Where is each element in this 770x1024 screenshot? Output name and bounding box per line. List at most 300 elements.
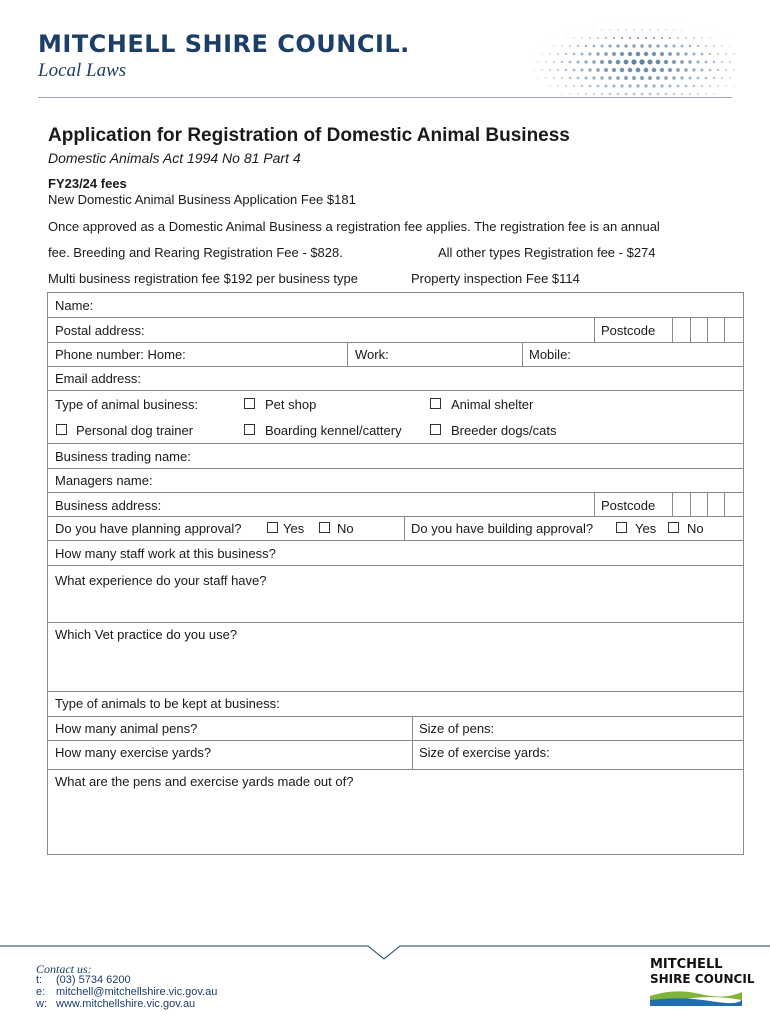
decorative-dot	[589, 37, 591, 39]
decorative-dot	[601, 45, 604, 48]
decorative-dot	[561, 77, 563, 79]
decorative-dot	[660, 84, 663, 87]
dog-trainer-label: Personal dog trainer	[76, 423, 194, 438]
decorative-dot	[601, 93, 603, 95]
decorative-dot	[578, 30, 579, 31]
dog-trainer-checkbox[interactable]	[56, 424, 67, 435]
decorative-dot	[620, 68, 624, 72]
decorative-dot	[726, 38, 727, 39]
fees-heading: FY23/24 fees	[48, 176, 127, 191]
decorative-dot	[701, 85, 703, 87]
decorative-dot	[561, 93, 562, 94]
decorative-dot	[686, 22, 687, 23]
staff-experience-label: What experience do your staff have?	[55, 573, 267, 588]
decorative-dot	[705, 45, 707, 47]
decorative-dot	[598, 22, 599, 23]
council-logo	[650, 957, 755, 1013]
decorative-dot	[585, 93, 587, 95]
mobile-label: Mobile:	[529, 347, 571, 362]
decorative-dot	[588, 52, 591, 55]
decorative-dot	[654, 22, 655, 23]
decorative-dot	[733, 69, 735, 71]
breeder-label: Breeder dogs/cats	[451, 423, 557, 438]
postal-address-label: Postal address:	[55, 323, 145, 338]
decorative-dot	[604, 68, 608, 72]
decorative-dot	[588, 68, 591, 71]
contact-heading: Contact us:	[36, 962, 92, 976]
decorative-dot	[580, 68, 583, 71]
decorative-dot	[673, 45, 676, 48]
decorative-dot	[565, 37, 566, 38]
decorative-dot	[596, 68, 600, 72]
staff-count-label: How many staff work at this business?	[55, 546, 276, 561]
trading-name-label: Business trading name:	[55, 449, 191, 464]
decorative-dot	[609, 93, 611, 95]
decorative-dot	[600, 60, 604, 64]
decorative-dot	[652, 68, 657, 73]
decorative-dot	[569, 61, 572, 64]
decorative-dot	[657, 93, 660, 96]
website-link[interactable]: www.mitchellshire.vic.gov.au	[56, 998, 196, 1010]
logo-hills-graphic	[650, 986, 742, 1008]
decorative-dot	[693, 85, 695, 87]
decorative-dot	[646, 22, 647, 23]
yards-size-label: Size of exercise yards:	[419, 745, 550, 760]
decorative-dot	[717, 69, 719, 71]
decorative-dot	[592, 76, 595, 79]
decorative-dot	[721, 77, 723, 79]
decorative-dot	[653, 37, 655, 39]
decorative-dot	[537, 61, 538, 62]
decorative-dot	[573, 37, 574, 38]
decorative-dot	[549, 69, 551, 71]
decorative-dot	[656, 60, 661, 65]
decorative-dot	[680, 60, 684, 64]
council-brand: MITCHELL SHIRE COUNCIL.	[38, 30, 410, 58]
decorative-dot	[636, 84, 639, 87]
name-label: Name:	[55, 298, 94, 313]
decorative-dot	[632, 76, 636, 80]
decorative-dot	[656, 44, 659, 47]
decorative-dot	[621, 37, 623, 39]
decorative-dot	[612, 52, 616, 56]
row-divider	[48, 443, 743, 444]
decorative-dot	[561, 45, 563, 47]
building-no-checkbox[interactable]	[668, 522, 679, 533]
row-divider	[48, 342, 743, 343]
decorative-dot	[585, 77, 588, 80]
decorative-dot	[681, 93, 683, 95]
decorative-dot	[660, 52, 664, 56]
decorative-dot	[684, 68, 688, 72]
decorative-dot	[713, 93, 714, 94]
decorative-dot	[640, 44, 643, 47]
row-divider	[48, 769, 743, 770]
decorative-dot	[565, 69, 567, 71]
decorative-dot	[605, 37, 607, 39]
decorative-dot	[685, 85, 688, 88]
animal-types-label: Type of animals to be kept at business:	[55, 696, 280, 711]
decorative-dot	[684, 52, 687, 55]
decorative-dot	[581, 37, 583, 39]
decorative-dot	[601, 29, 602, 30]
row-divider	[48, 740, 743, 741]
decorative-dot	[729, 77, 731, 79]
act-reference: Domestic Animals Act 1994 No 81 Part 4	[48, 150, 301, 166]
decorative-dot	[606, 22, 607, 23]
decorative-dot	[586, 30, 587, 31]
decorative-dot	[624, 60, 629, 65]
decorative-dot	[681, 45, 684, 48]
building-yes-checkbox[interactable]	[616, 522, 627, 533]
web-key: w:	[36, 998, 47, 1010]
managers-name-label: Managers name:	[55, 473, 153, 488]
row-divider	[48, 540, 743, 541]
decorative-dot	[628, 52, 632, 56]
row-divider	[48, 366, 743, 367]
row-divider	[48, 390, 743, 391]
decorative-dot	[705, 93, 707, 95]
decorative-dot	[668, 84, 671, 87]
decorative-dot	[639, 59, 644, 64]
decorative-dot	[678, 22, 679, 23]
pet-shop-checkbox[interactable]	[244, 398, 255, 409]
business-address-label: Business address:	[55, 498, 162, 513]
decorative-dot	[553, 45, 554, 46]
decorative-dot	[541, 53, 542, 54]
decorative-dot	[701, 37, 702, 38]
decorative-dot	[729, 45, 730, 46]
phone-key: t:	[36, 974, 43, 986]
decorative-dot	[612, 84, 615, 87]
decorative-dot	[633, 29, 635, 31]
application-fee: New Domestic Animal Business Application Fee $181	[48, 192, 356, 207]
decorative-dot	[577, 93, 579, 95]
decorative-dot	[581, 53, 584, 56]
decorative-dot	[562, 30, 563, 31]
decorative-dot	[632, 44, 635, 47]
decorative-dot	[693, 53, 696, 56]
decorative-dot	[593, 29, 594, 30]
decorative-dot	[664, 76, 668, 80]
work-phone-label: Work:	[355, 347, 389, 362]
decorative-dot	[592, 60, 596, 64]
email-key: e:	[36, 986, 46, 998]
phone-home-label: Phone number: Home:	[55, 347, 186, 362]
email-address[interactable]: mitchell@mitchellshire.vic.gov.au	[56, 986, 218, 998]
decorative-dot	[537, 77, 538, 78]
decorative-dot	[550, 38, 551, 39]
decorative-dot	[596, 52, 599, 55]
decorative-dot	[565, 85, 567, 87]
decorative-dot	[692, 68, 695, 71]
decorative-dot	[570, 30, 571, 31]
decorative-dot	[648, 60, 653, 65]
decorative-dot	[690, 30, 691, 31]
decorative-dot	[636, 68, 641, 73]
decorative-dot	[701, 53, 704, 56]
postcode-label: Postcode	[601, 323, 656, 338]
decorative-dot	[558, 38, 559, 39]
decorative-dot	[649, 93, 652, 96]
decorative-dot	[713, 45, 715, 47]
decorative-dot	[549, 53, 551, 55]
animal-shelter-checkbox[interactable]	[430, 398, 441, 409]
decorative-dot	[609, 29, 610, 30]
decorative-dot	[709, 85, 711, 87]
decorative-dot	[616, 76, 620, 80]
decorative-dot	[625, 29, 626, 30]
decorative-dot	[668, 68, 672, 72]
decorative-dot	[613, 37, 615, 39]
decorative-dot	[577, 77, 580, 80]
decorative-dot	[640, 76, 644, 80]
decorative-dot	[534, 54, 535, 55]
decorative-dot	[608, 44, 611, 47]
boarding-kennel-checkbox[interactable]	[244, 424, 255, 435]
decorative-dot	[624, 76, 628, 80]
breeder-checkbox[interactable]	[430, 424, 441, 435]
planning-no-label: No	[337, 521, 354, 536]
decorative-dot	[637, 37, 639, 39]
yards-count-label: How many exercise yards?	[55, 745, 212, 760]
decorative-dot	[657, 29, 658, 30]
decorative-dot	[604, 52, 608, 56]
decorative-dot	[652, 52, 656, 56]
decorative-dot	[709, 37, 710, 38]
decorative-dot	[628, 68, 633, 73]
other-registration-fee: All other types Registration fee - $274	[438, 245, 656, 260]
decorative-dot	[717, 53, 719, 55]
contact-phone	[36, 974, 131, 986]
decorative-dot	[597, 37, 599, 39]
decorative-dot	[713, 61, 715, 63]
decorative-dot	[680, 76, 683, 79]
decorative-dot	[688, 76, 691, 79]
business-type-label: Type of animal business:	[55, 397, 199, 412]
decorative-dot	[652, 84, 655, 87]
decorative-dot	[733, 85, 734, 86]
decorative-dot	[649, 29, 651, 31]
decorative-dot	[709, 53, 711, 55]
decorative-dot	[557, 85, 559, 87]
decorative-dot	[725, 69, 727, 71]
decorative-dot	[696, 60, 699, 63]
decorative-dot	[625, 93, 628, 96]
decorative-dot	[577, 61, 580, 64]
decorative-dot	[557, 53, 559, 55]
decorative-dot	[593, 93, 595, 95]
row-divider	[48, 565, 743, 566]
inspection-fee: Property inspection Fee $114	[411, 271, 580, 286]
decorative-dot	[648, 76, 652, 80]
decorative-dot	[664, 60, 668, 64]
decorative-dot	[645, 37, 647, 39]
decorative-dot	[669, 37, 671, 39]
decorative-dot	[630, 22, 631, 23]
decorative-dot	[664, 44, 667, 47]
building-no-label: No	[687, 521, 704, 536]
row-divider	[48, 716, 743, 717]
decorative-dot	[608, 76, 612, 80]
phone-number: (03) 5734 6200	[56, 974, 131, 986]
decorative-dot	[573, 53, 576, 56]
decorative-dot	[701, 69, 704, 72]
decorative-dot	[569, 93, 571, 95]
decorative-dot	[662, 22, 663, 23]
row-divider	[48, 516, 743, 517]
decorative-dot	[697, 77, 700, 80]
decorative-dot	[641, 29, 643, 31]
decorative-dot	[729, 61, 731, 63]
decorative-dot	[718, 38, 719, 39]
contact-email	[36, 986, 217, 998]
decorative-dot	[734, 38, 735, 39]
decorative-dot	[553, 77, 555, 79]
decorative-dot	[569, 45, 571, 47]
decorative-dot	[709, 69, 712, 72]
boarding-kennel-label: Boarding kennel/cattery	[265, 423, 402, 438]
decorative-dot	[721, 61, 723, 63]
row-divider	[48, 622, 743, 623]
decorative-dot	[688, 60, 691, 63]
decorative-dot	[633, 93, 636, 96]
department-subtitle: Local Laws	[38, 60, 127, 81]
decorative-dot	[614, 22, 615, 23]
decorative-dot	[530, 62, 531, 63]
planning-yes-label: Yes	[283, 521, 305, 536]
decorative-dot	[622, 22, 623, 23]
decorative-dot	[676, 52, 680, 56]
decorative-dot	[705, 77, 708, 80]
decorative-dot	[725, 85, 727, 87]
decorative-dot	[672, 60, 676, 64]
application-form	[47, 292, 744, 855]
decorative-dot	[624, 44, 627, 47]
planning-approval-question: Do you have planning approval?	[55, 521, 242, 536]
decorative-dot	[581, 85, 583, 87]
email-label: Email address:	[55, 371, 141, 386]
decorative-dot	[600, 76, 603, 79]
decorative-dot	[638, 22, 639, 23]
decorative-dot	[665, 29, 666, 30]
decorative-dot	[648, 44, 651, 47]
planning-yes-checkbox[interactable]	[267, 522, 278, 533]
decorative-dot	[549, 85, 550, 86]
decorative-dot-pattern	[520, 2, 735, 98]
decorative-dot	[681, 29, 682, 30]
decorative-dot	[620, 52, 624, 56]
decorative-dot	[597, 85, 600, 88]
decorative-dot	[545, 61, 547, 63]
decorative-dot	[665, 93, 667, 95]
decorative-dot	[714, 30, 715, 31]
decorative-dot	[644, 68, 649, 73]
decorative-dot	[545, 45, 546, 46]
decorative-dot	[631, 59, 636, 64]
vet-practice-label: Which Vet practice do you use?	[55, 627, 238, 642]
pet-shop-label: Pet shop	[265, 397, 317, 412]
business-postcode-label: Postcode	[601, 498, 656, 513]
decorative-dot	[677, 37, 679, 39]
building-approval-question: Do you have building approval?	[411, 521, 594, 536]
decorative-dot	[693, 37, 695, 39]
decorative-dot	[605, 85, 608, 88]
decorative-dot	[620, 84, 623, 87]
building-yes-label: Yes	[635, 521, 657, 536]
decorative-dot	[569, 77, 571, 79]
decorative-dot	[717, 85, 719, 87]
decorative-dot	[673, 29, 674, 30]
decorative-dot	[705, 61, 708, 64]
decorative-dot	[573, 69, 576, 72]
decorative-dot	[672, 76, 676, 80]
decorative-dot	[641, 93, 644, 96]
decorative-dot	[644, 84, 647, 87]
decorative-dot	[589, 85, 592, 88]
decorative-dot	[677, 85, 680, 88]
decorative-dot	[673, 93, 675, 95]
decorative-dot	[644, 52, 648, 56]
decorative-dot	[713, 77, 715, 79]
decorative-dot	[617, 93, 619, 95]
decorative-dot	[629, 37, 631, 39]
decorative-dot	[612, 68, 616, 72]
decorative-dot	[660, 68, 664, 72]
materials-label: What are the pens and exercise yards made out of?	[55, 774, 354, 789]
decorative-dot	[636, 52, 640, 56]
form-title: Application for Registration of Domestic Animal Business	[48, 125, 570, 146]
logo-text-mitchell: MITCHELL	[650, 957, 723, 972]
row-divider	[48, 468, 743, 469]
decorative-dot	[670, 22, 671, 23]
decorative-dot	[565, 53, 567, 55]
decorative-dot	[616, 60, 621, 65]
decorative-dot	[585, 45, 587, 47]
decorative-dot	[608, 60, 612, 64]
decorative-dot	[697, 45, 699, 47]
decorative-dot	[573, 85, 575, 87]
decorative-dot	[533, 69, 534, 70]
decorative-dot	[561, 61, 563, 63]
decorative-dot	[725, 53, 727, 55]
pens-size-label: Size of pens:	[419, 721, 495, 736]
decorative-dot	[668, 52, 672, 56]
decorative-dot	[689, 45, 692, 48]
pens-count-label: How many animal pens?	[55, 721, 198, 736]
breeding-fee: fee. Breeding and Rearing Registration Fee - $828.	[48, 245, 343, 260]
decorative-dot	[553, 61, 555, 63]
decorative-dot	[545, 77, 547, 79]
decorative-dot	[697, 93, 699, 95]
decorative-dot	[733, 53, 734, 54]
decorative-dot	[689, 93, 691, 95]
registration-fee-note: Once approved as a Domestic Animal Business a registration fee applies. The registration fee is an annual	[48, 219, 660, 234]
decorative-dot	[557, 69, 559, 71]
decorative-dot	[698, 30, 699, 31]
decorative-dot	[593, 45, 596, 48]
decorative-dot	[628, 84, 631, 87]
decorative-dot	[661, 37, 663, 39]
planning-no-checkbox[interactable]	[319, 522, 330, 533]
contact-website	[36, 998, 195, 1010]
logo-text-shire-council: SHIRE COUNCIL	[650, 972, 755, 986]
decorative-dot	[538, 46, 539, 47]
decorative-dot	[577, 45, 579, 47]
row-divider	[48, 691, 743, 692]
decorative-dot	[584, 60, 587, 63]
decorative-dot	[676, 68, 680, 72]
